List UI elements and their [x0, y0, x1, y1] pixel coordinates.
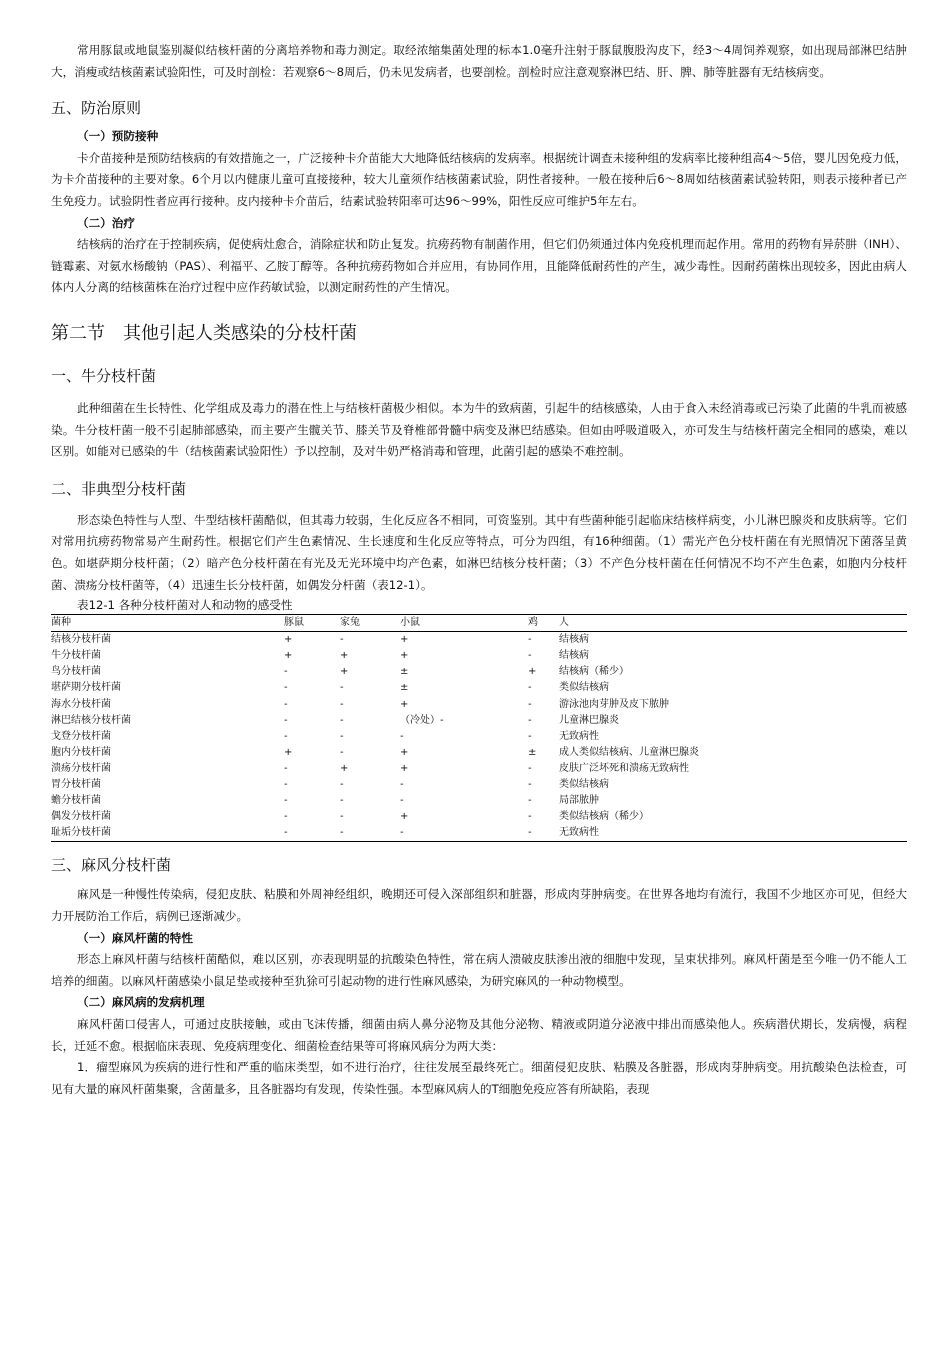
table-cell: +: [284, 650, 293, 662]
section-heading-prevention: 五、防治原则: [51, 99, 142, 118]
table-cell: -: [400, 730, 404, 742]
table-cell: +: [400, 698, 409, 710]
subheading-vaccination: （一）预防接种: [77, 129, 159, 144]
table-cell: 结核病（稀少）: [559, 666, 629, 678]
intro-paragraph: 常用豚鼠或地鼠鉴别凝似结核杆菌的分离培养物和毒力测定。取经浓缩集菌处理的标本1.0毫升注射于豚鼠腹股沟皮下，经3～4周饲养观察，如出现局部淋巴结肿大，消瘦或结核菌素试验阳性，可及时剖检：若观察6～8周后，仍未见发病者，也要剖检。剖检时应注意观察淋巴结、肝、脾、肺等脏器有无结核病变。: [51, 43, 907, 79]
table-row: [51, 632, 907, 649]
table-cell: -: [528, 730, 532, 742]
header-rabbit: 家兔: [340, 615, 400, 632]
table-cell: -: [284, 825, 340, 842]
table-cell: -: [340, 825, 400, 842]
vaccination-paragraph: 卡介苗接种是预防结核病的有效措施之一，广泛接种卡介苗能大大地降低结核病的发病率。根据统计调查未接种组的发病率比接种组高4～5倍，婴儿因免疫力低，为卡介苗接种的主要对象。6个月以内健康儿童可直接接种，较大儿童须作结核菌素试验，阴性者接种。一般在接种后6～8周如结核菌素试验转阳，则表示接种者已产生免疫力。试验阴性者应再行接种。皮内接种卡介苗后，结素试验转阳率可达96～99%，阳性反应可维护5年左右。: [51, 150, 907, 208]
table-body: [51, 632, 907, 842]
table-cell: +: [284, 746, 293, 758]
table-cell: -: [284, 795, 288, 807]
table-cell: -: [528, 634, 532, 646]
table-header-row: [51, 615, 907, 632]
table-cell: 耻垢分枝杆菌: [51, 825, 284, 842]
table-cell: ±: [400, 682, 409, 694]
table-cell: ±: [528, 746, 537, 758]
section-heading-leprae: 三、麻风分枝杆菌: [51, 856, 172, 875]
table-cell: +: [528, 666, 537, 678]
table-cell: -: [528, 811, 532, 823]
table-cell: -: [528, 762, 532, 774]
table-cell: 蟾分枝杆菌: [51, 795, 101, 807]
table-row: [51, 809, 907, 825]
table-cell: -: [340, 795, 344, 807]
header-mouse: 小鼠: [400, 615, 528, 632]
table-cell: 偶发分枝杆菌: [51, 811, 111, 823]
table-cell: 无致病性: [559, 730, 599, 742]
header-guinea-pig: 豚鼠: [284, 615, 340, 632]
table-cell: -: [284, 762, 288, 774]
table-cell: -: [528, 795, 532, 807]
table-cell: +: [400, 811, 409, 823]
table-cell: -: [340, 698, 344, 710]
subheading-leprae-characteristics: （一）麻风杆菌的特性: [77, 930, 193, 945]
table-row: [51, 664, 907, 680]
table-cell: 无致病性: [559, 825, 907, 842]
table-cell: -: [340, 730, 344, 742]
table-cell: -: [528, 779, 532, 791]
susceptibility-table: [51, 614, 907, 842]
table-cell: -: [528, 714, 532, 726]
table-cell: 戈登分枝杆菌: [51, 730, 111, 742]
table-cell: 鸟分枝杆菌: [51, 666, 101, 678]
table-row: [51, 745, 907, 761]
table-cell: +: [340, 650, 349, 662]
table-row: [51, 713, 907, 729]
header-chicken: 鸡: [528, 615, 559, 632]
table-row: [51, 793, 907, 809]
table-cell: -: [528, 682, 532, 694]
table-cell: -: [340, 811, 344, 823]
table-cell: +: [400, 746, 409, 758]
table-cell: 结核分枝杆菌: [51, 634, 111, 646]
table-cell: 结核病: [559, 634, 589, 646]
table-cell: -: [400, 825, 528, 842]
table-cell: （冷处）-: [400, 714, 444, 726]
table-cell: -: [340, 634, 344, 646]
table-cell: -: [340, 714, 344, 726]
table-cell: 类似结核病: [559, 779, 609, 791]
table-cell: -: [528, 825, 559, 842]
table-cell: 皮肤广泛坏死和溃疡无致病性: [559, 762, 689, 774]
treatment-paragraph: 结核病的治疗在于控制疾病，促使病灶愈合，消除症状和防止复发。抗痨药物有制菌作用，但它们仍须通过体内免疫机理而起作用。常用的药物有异菸肼（INH）、链霉素、对氨水杨酸钠（PAS）、利福平、乙胺丁醇等。各种抗痨药物如合并应用，有协同作用，且能降低耐药性的产生，减少毒性。因耐药菌株出现较多，因此由病人体内人分离的结核菌株在治疗过程中应作药敏试验，以测定耐药性的产生情况。: [51, 237, 907, 295]
table-cell: -: [284, 682, 288, 694]
section-heading-atypical: 二、非典型分枝杆菌: [51, 479, 187, 498]
table-cell: 结核病: [559, 650, 589, 662]
table-row: [51, 697, 907, 713]
table-cell: 局部脓肿: [559, 795, 599, 807]
table-cell: +: [400, 650, 409, 662]
table-row: [51, 761, 907, 777]
table-cell: 游泳池肉芽肿及皮下脓肿: [559, 698, 669, 710]
leprae-pathogenesis-paragraph: 麻风杆菌口侵害人，可通过皮肤接触，或由飞沫传播，细菌由病人鼻分泌物及其他分泌物、精液或阴道分泌液中排出而感染他人。疾病潜伏期长，发病慢，病程长，迁延不愈。根据临床表现、免疫病理变化、细菌检查结果等可将麻风病分为两大类：: [51, 1016, 907, 1053]
table-cell: -: [284, 714, 288, 726]
atypical-paragraph: 形态染色特性与人型、牛型结核杆菌酷似，但其毒力较弱，生化反应各不相同，可资鉴别。其中有些菌种能引起临床结核样病变，小儿淋巴腺炎和皮肤病等。它们对常用抗痨药物常易产生耐药性。根据它们产生色素情况、生长速度和生化反应等特点，可分为四组，有16种细菌。（1）需光产色分枝杆菌在有光照情况下菌落呈黄色。如堪萨期分枝杆菌；（2）暗产色分枝杆菌在有光及无光环境中均产色素，如淋巴结核分枝杆菌；（3）不产色分枝杆菌在任何情况不均不产生色素，如胞内分枝杆菌、溃疡分枝杆菌等，（4）迅速生长分枝杆菌，如偶发分杆菌（表12-1）。: [51, 512, 907, 592]
table-cell: 胃分枝杆菌: [51, 779, 101, 791]
table-cell: -: [284, 730, 288, 742]
table-cell: ±: [400, 666, 409, 678]
header-human: 人: [559, 615, 907, 632]
table-cell: -: [284, 779, 288, 791]
table-cell: 淋巴结核分枝杆菌: [51, 714, 131, 726]
table-cell: 成人类似结核病、儿童淋巴腺炎: [559, 746, 699, 758]
lepromatous-paragraph: 1．瘤型麻风为疾病的进行性和严重的临床类型，如不进行治疗，往往发展至最终死亡。细菌侵犯皮肤、粘膜及各脏器，形成肉芽肿病变。用抗酸染色法检查，可见有大量的麻风杆菌集聚，含菌量多，且各脏器均有发现，传染性强。本型麻风病人的T细胞免疫应答有所缺陷，表现: [51, 1060, 907, 1096]
table-cell: 堪萨期分枝杆菌: [51, 682, 121, 694]
table-cell: +: [400, 634, 409, 646]
table-cell: -: [400, 795, 404, 807]
table-cell: -: [340, 746, 344, 758]
table-cell: -: [284, 666, 288, 678]
subheading-treatment: （二）治疗: [77, 215, 135, 230]
table-cell: -: [528, 650, 532, 662]
table-cell: 海水分枝杆菌: [51, 698, 111, 710]
bovis-paragraph: 此种细菌在生长特性、化学组成及毒力的潜在性上与结核杆菌极少相似。本为牛的致病菌，引起牛的结核感染，人由于食入未经消毒或已污染了此菌的牛乳而被感染。牛分枝杆菌一般不引起肺部感染，而主要产生髋关节、膝关节及脊椎部骨髓中病变及淋巴结感染。但如由呼吸道吸入，亦可发生与结核杆菌完全相同的感染，难以区别。如能对已感染的牛（结核菌素试验阳性）予以控制，及对牛奶严格消毒和管理，此菌引起的感染不难控制。: [51, 400, 907, 459]
table-cell: +: [400, 762, 409, 774]
table-cell: 类似结核病（稀少）: [559, 811, 649, 823]
subheading-leprae-pathogenesis: （二）麻风病的发病机理: [77, 995, 205, 1010]
chapter-title: 第二节 其他引起人类感染的分枝杆菌: [51, 322, 357, 344]
table-cell: +: [284, 634, 293, 646]
table-row: [51, 825, 907, 842]
leprae-characteristics-paragraph: 形态上麻风杆菌与结核杆菌酷似，难以区别，亦表现明显的抗酸染色特性，常在病人溃破皮肤渗出液的细胞中发现，呈束状排列。麻风杆菌是至今唯一仍不能人工培养的细菌。以麻风杆菌感染小鼠足垫或接种至犰狳可引起动物的进行性麻风感染，为研究麻风的一种动物模型。: [51, 952, 907, 988]
table-caption: 表12-1 各种分枝杆菌对人和动物的感受性: [77, 598, 293, 613]
header-species: 菌种: [51, 615, 284, 632]
table-cell: 胞内分枝杆菌: [51, 746, 111, 758]
table-cell: 溃疡分枝杆菌: [51, 762, 111, 774]
section-heading-bovis: 一、牛分枝杆菌: [51, 366, 157, 385]
table-cell: -: [528, 698, 532, 710]
table-row: [51, 648, 907, 664]
table-cell: -: [340, 779, 344, 791]
table-row: [51, 680, 907, 696]
table-row: [51, 729, 907, 745]
table-cell: -: [340, 682, 344, 694]
table-cell: 类似结核病: [559, 682, 609, 694]
table-cell: -: [400, 779, 404, 791]
table-cell: +: [340, 762, 349, 774]
table-cell: 儿童淋巴腺炎: [559, 714, 619, 726]
table-cell: +: [340, 666, 349, 678]
leprae-paragraph: 麻风是一种慢性传染病，侵犯皮肤、粘膜和外周神经组织，晚期还可侵入深部组织和脏器，形成肉芽肿病变。在世界各地均有流行，我国不少地区亦可见，但经大力开展防治工作后，病例已逐渐减少。: [51, 887, 907, 923]
table-cell: -: [284, 698, 288, 710]
table-cell: -: [284, 811, 288, 823]
table-cell: 牛分枝杆菌: [51, 650, 101, 662]
table-row: [51, 777, 907, 793]
document-page: [51, 0, 907, 1100]
